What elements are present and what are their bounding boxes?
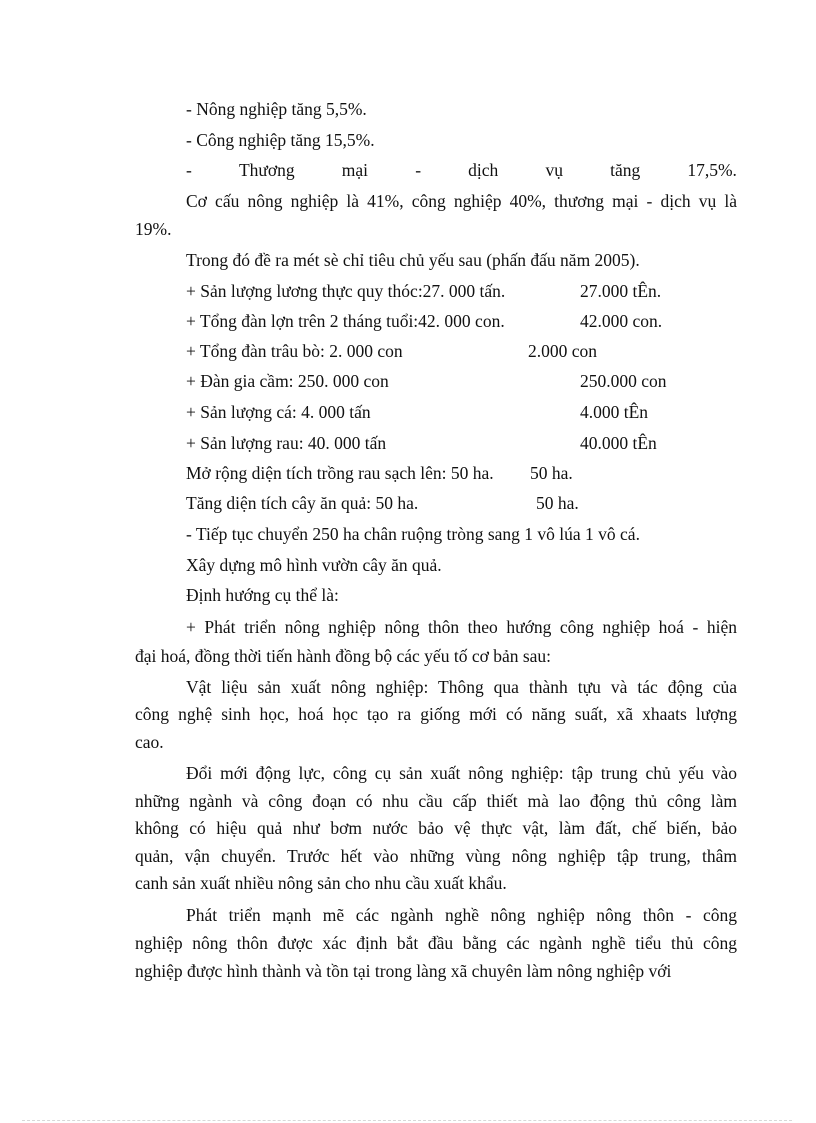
orientation-heading: Định hướng cụ thể là: bbox=[186, 585, 339, 605]
target-value: 42.000 con. bbox=[580, 311, 663, 331]
paragraph-tools-line-5: canh sản xuất nhiều nông sản cho nhu cầu xuất khẩu. bbox=[135, 873, 507, 893]
target-value: 50 ha. bbox=[536, 493, 579, 513]
target-label: Mở rộng diện tích trồng rau sạch lên: 50 ha. bbox=[186, 463, 494, 483]
paragraph-materials-line-1: Vật liệu sản xuất nông nghiệp: Thông qua thành tựu và tác động của bbox=[186, 677, 737, 697]
paragraph-crafts-line-2: nghiệp nông thôn được xác định bắt đầu bằng các ngành nghề tiểu thủ công bbox=[135, 933, 737, 953]
target-label: Tăng diện tích cây ăn quả: 50 ha. bbox=[186, 493, 419, 513]
orchard-line: Xây dựng mô hình vườn cây ăn quả. bbox=[186, 555, 442, 575]
paragraph-tools-line-4: quản, vận chuyển. Trước hết vào những vùng nông nghiệp tập trung, thâm bbox=[135, 846, 737, 866]
paragraph-materials-line-2: công nghệ sinh học, hoá học tạo ra giống mới có năng suất, xã xhaats lượng bbox=[135, 704, 737, 724]
target-label: + Đàn gia cầm: 250. 000 con bbox=[186, 371, 389, 391]
structure-line-2: 19%. bbox=[135, 219, 172, 239]
target-value: 2.000 con bbox=[528, 341, 598, 361]
target-label: + Tổng đàn trâu bò: 2. 000 con bbox=[186, 341, 403, 361]
target-label: + Sản lượng rau: 40. 000 tấn bbox=[186, 433, 387, 453]
growth-industry: - Công nghiệp tăng 15,5%. bbox=[186, 130, 375, 150]
growth-trade-services: - Thương mại - dịch vụ tăng 17,5%. bbox=[186, 160, 737, 180]
target-label: + Sản lượng lương thực quy thóc:27. 000 tấn. bbox=[186, 281, 506, 301]
paragraph-develop-line-1: + Phát triển nông nghiệp nông thôn theo hướng công nghiệp hoá - hiện bbox=[186, 617, 737, 637]
paragraph-tools-line-2: những ngành và công đoạn có nhu cầu cấp thiết mà lao động thủ công làm bbox=[135, 791, 737, 811]
paragraph-tools-line-3: không có hiệu quả như bơm nước bảo vệ thực vật, làm đất, chế biến, bảo bbox=[135, 818, 737, 838]
structure-line-1: Cơ cấu nông nghiệp là 41%, công nghiệp 40%, thương mại - dịch vụ là bbox=[186, 191, 737, 211]
page-bottom-border bbox=[22, 1120, 792, 1121]
target-label: + Sản lượng cá: 4. 000 tấn bbox=[186, 402, 371, 422]
paragraph-crafts-line-3: nghiệp được hình thành và tồn tại trong làng xã chuyên làm nông nghiệp với bbox=[135, 961, 672, 981]
paragraph-crafts-line-1: Phát triển mạnh mẽ các ngành nghề nông nghiệp nông thôn - công bbox=[186, 905, 737, 925]
paragraph-tools-line-1: Đổi mới động lực, công cụ sản xuất nông nghiệp: tập trung chủ yếu vào bbox=[186, 763, 737, 783]
target-value: 50 ha. bbox=[530, 463, 573, 483]
paragraph-develop-line-2: đại hoá, đồng thời tiến hành đồng bộ các yếu tố cơ bản sau: bbox=[135, 646, 552, 666]
paragraph-materials-line-3: cao. bbox=[135, 732, 164, 752]
target-value: 40.000 tÊn bbox=[580, 433, 657, 453]
shift-line: - Tiếp tục chuyển 250 ha chân ruộng tròng sang 1 vô lúa 1 vô cá. bbox=[186, 524, 640, 544]
growth-agriculture: - Nông nghiệp tăng 5,5%. bbox=[186, 99, 367, 119]
target-value: 4.000 tÊn bbox=[580, 402, 649, 422]
target-label: + Tổng đàn lợn trên 2 tháng tuổi:42. 000 con. bbox=[186, 311, 505, 331]
target-value: 27.000 tÊn. bbox=[580, 281, 662, 301]
targets-intro: Trong đó đề ra mét sè chỉ tiêu chủ yếu sau (phấn đấu năm 2005). bbox=[186, 250, 640, 270]
target-value: 250.000 con bbox=[580, 371, 667, 391]
